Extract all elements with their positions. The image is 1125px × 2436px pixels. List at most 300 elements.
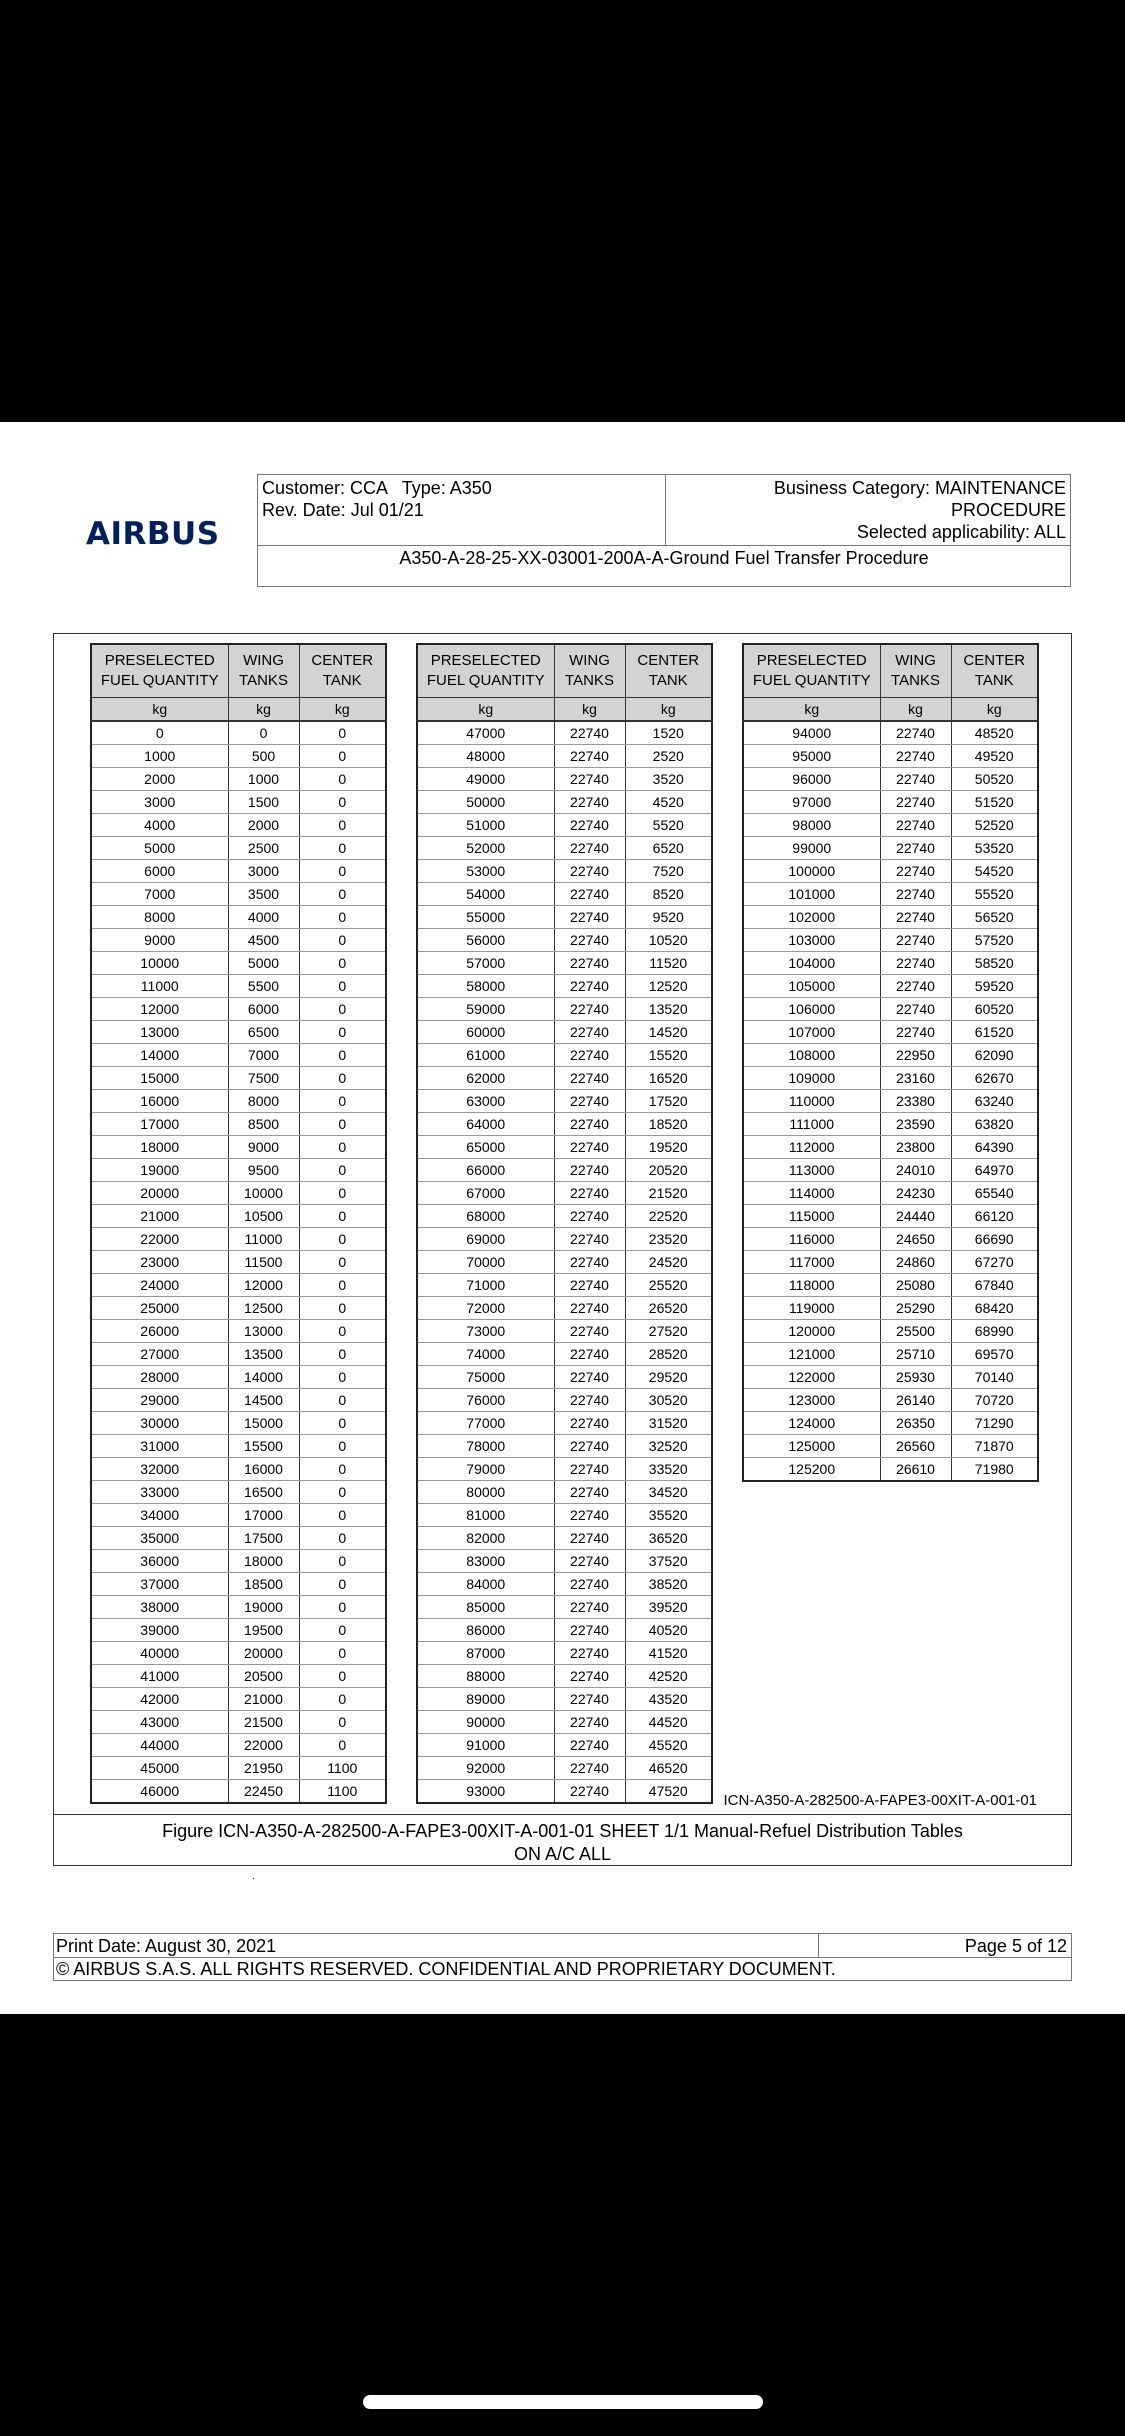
cell-center-tank: 0: [299, 1573, 386, 1596]
cell-wing-tanks: 3500: [228, 883, 299, 906]
icn-reference: ICN-A350-A-282500-A-FAPE3-00XIT-A-001-01: [723, 1792, 1037, 1809]
cell-preselected-quantity: 13000: [91, 1021, 228, 1044]
table-row: [743, 1159, 1038, 1182]
cell-preselected-quantity: 37000: [91, 1573, 228, 1596]
cell-center-tank: 68420: [951, 1297, 1038, 1320]
cell-wing-tanks: 22740: [554, 1366, 625, 1389]
table-row: [417, 1251, 712, 1274]
cell-preselected-quantity: 101000: [743, 883, 880, 906]
cell-wing-tanks: 22740: [554, 1619, 625, 1642]
cell-preselected-quantity: 71000: [417, 1274, 554, 1297]
cell-wing-tanks: 13500: [228, 1343, 299, 1366]
cell-center-tank: 27520: [625, 1320, 712, 1343]
cell-wing-tanks: 22740: [554, 883, 625, 906]
cell-preselected-quantity: 75000: [417, 1366, 554, 1389]
cell-center-tank: 64390: [951, 1136, 1038, 1159]
cell-preselected-quantity: 104000: [743, 952, 880, 975]
cell-preselected-quantity: 5000: [91, 837, 228, 860]
cell-preselected-quantity: 98000: [743, 814, 880, 837]
fuel-table-1: [90, 643, 387, 1804]
cell-wing-tanks: 22740: [554, 721, 625, 745]
cell-center-tank: 66120: [951, 1205, 1038, 1228]
table-row: [743, 1228, 1038, 1251]
cell-center-tank: 64970: [951, 1159, 1038, 1182]
cell-center-tank: 1100: [299, 1780, 386, 1804]
col-header-preselected: PRESELECTED FUEL QUANTITY: [743, 644, 880, 698]
table-row: [91, 1021, 386, 1044]
table-row: [743, 1458, 1038, 1482]
table-row: [417, 883, 712, 906]
cell-center-tank: 28520: [625, 1343, 712, 1366]
cell-preselected-quantity: 72000: [417, 1297, 554, 1320]
cell-wing-tanks: 22740: [554, 1550, 625, 1573]
cell-preselected-quantity: 39000: [91, 1619, 228, 1642]
cell-preselected-quantity: 100000: [743, 860, 880, 883]
cell-preselected-quantity: 8000: [91, 906, 228, 929]
cell-wing-tanks: 22740: [554, 1113, 625, 1136]
cell-wing-tanks: 16500: [228, 1481, 299, 1504]
cell-wing-tanks: 19500: [228, 1619, 299, 1642]
table-row: [417, 1458, 712, 1481]
table-row: [91, 1458, 386, 1481]
cell-preselected-quantity: 81000: [417, 1504, 554, 1527]
cell-preselected-quantity: 89000: [417, 1688, 554, 1711]
table-row: [417, 791, 712, 814]
cell-center-tank: 46520: [625, 1757, 712, 1780]
cell-preselected-quantity: 87000: [417, 1642, 554, 1665]
table-row: [743, 814, 1038, 837]
cell-center-tank: 52520: [951, 814, 1038, 837]
col-header-preselected: PRESELECTED FUEL QUANTITY: [91, 644, 228, 698]
cell-preselected-quantity: 99000: [743, 837, 880, 860]
cell-wing-tanks: 22740: [880, 768, 951, 791]
cell-preselected-quantity: 53000: [417, 860, 554, 883]
cell-center-tank: 30520: [625, 1389, 712, 1412]
table-row: [91, 1619, 386, 1642]
cell-wing-tanks: 20000: [228, 1642, 299, 1665]
table-row: [91, 1113, 386, 1136]
cell-wing-tanks: 22740: [880, 745, 951, 768]
table-row: [417, 1596, 712, 1619]
cell-wing-tanks: 17500: [228, 1527, 299, 1550]
cell-preselected-quantity: 1000: [91, 745, 228, 768]
cell-center-tank: 8520: [625, 883, 712, 906]
cell-preselected-quantity: 28000: [91, 1366, 228, 1389]
cell-wing-tanks: 16000: [228, 1458, 299, 1481]
cell-preselected-quantity: 74000: [417, 1343, 554, 1366]
cell-wing-tanks: 22740: [880, 883, 951, 906]
cell-center-tank: 67270: [951, 1251, 1038, 1274]
table-row: [91, 1297, 386, 1320]
cell-center-tank: 39520: [625, 1596, 712, 1619]
cell-wing-tanks: 22740: [554, 1320, 625, 1343]
cell-preselected-quantity: 125000: [743, 1435, 880, 1458]
cell-preselected-quantity: 12000: [91, 998, 228, 1021]
cell-wing-tanks: 22740: [554, 1504, 625, 1527]
cell-center-tank: 1100: [299, 1757, 386, 1780]
cell-center-tank: 13520: [625, 998, 712, 1021]
table-row: [417, 1205, 712, 1228]
cell-wing-tanks: 22740: [880, 1021, 951, 1044]
unit-label: kg: [299, 698, 386, 722]
cell-preselected-quantity: 121000: [743, 1343, 880, 1366]
copyright-notice: © AIRBUS S.A.S. ALL RIGHTS RESERVED. CONFIDENTIAL AND PROPRIETARY DOCUMENT.: [56, 1959, 836, 1979]
table-row: [417, 975, 712, 998]
cell-center-tank: 0: [299, 1734, 386, 1757]
cell-wing-tanks: 24230: [880, 1182, 951, 1205]
stray-mark: .: [252, 1871, 255, 1882]
cell-center-tank: 15520: [625, 1044, 712, 1067]
col-header-center: CENTER TANK: [299, 644, 386, 698]
table-row: [417, 1389, 712, 1412]
table-row: [91, 1596, 386, 1619]
unit-label: kg: [91, 698, 228, 722]
cell-preselected-quantity: 65000: [417, 1136, 554, 1159]
cell-wing-tanks: 26610: [880, 1458, 951, 1482]
cell-center-tank: 49520: [951, 745, 1038, 768]
cell-center-tank: 0: [299, 1504, 386, 1527]
table-row: [417, 1550, 712, 1573]
cell-center-tank: 0: [299, 768, 386, 791]
cell-preselected-quantity: 18000: [91, 1136, 228, 1159]
cell-center-tank: 22520: [625, 1205, 712, 1228]
cell-preselected-quantity: 58000: [417, 975, 554, 998]
cell-center-tank: 0: [299, 791, 386, 814]
cell-wing-tanks: 10500: [228, 1205, 299, 1228]
cell-preselected-quantity: 2000: [91, 768, 228, 791]
business-category: Business Category: MAINTENANCE: [773, 478, 1066, 498]
cell-wing-tanks: 9000: [228, 1136, 299, 1159]
cell-preselected-quantity: 49000: [417, 768, 554, 791]
cell-center-tank: 0: [299, 1458, 386, 1481]
table-row: [417, 1320, 712, 1343]
cell-center-tank: 21520: [625, 1182, 712, 1205]
cell-center-tank: 14520: [625, 1021, 712, 1044]
table-row: [91, 975, 386, 998]
cell-center-tank: 47520: [625, 1780, 712, 1804]
table-row: [743, 1343, 1038, 1366]
cell-center-tank: 6520: [625, 837, 712, 860]
cell-wing-tanks: 3000: [228, 860, 299, 883]
table-row: [91, 1711, 386, 1734]
cell-preselected-quantity: 95000: [743, 745, 880, 768]
cell-center-tank: 36520: [625, 1527, 712, 1550]
cell-center-tank: 0: [299, 1297, 386, 1320]
cell-wing-tanks: 25500: [880, 1320, 951, 1343]
table-row: [743, 768, 1038, 791]
cell-wing-tanks: 22740: [880, 860, 951, 883]
cell-preselected-quantity: 17000: [91, 1113, 228, 1136]
cell-wing-tanks: 22740: [554, 1435, 625, 1458]
table-row: [417, 1366, 712, 1389]
table-row: [91, 1044, 386, 1067]
cell-preselected-quantity: 70000: [417, 1251, 554, 1274]
cell-wing-tanks: 22740: [554, 1274, 625, 1297]
cell-preselected-quantity: 114000: [743, 1182, 880, 1205]
header-category-info: [666, 477, 1066, 543]
table-row: [91, 768, 386, 791]
cell-wing-tanks: 22740: [880, 814, 951, 837]
table-row: [91, 791, 386, 814]
cell-wing-tanks: 22740: [554, 1251, 625, 1274]
cell-wing-tanks: 15500: [228, 1435, 299, 1458]
cell-center-tank: 0: [299, 1619, 386, 1642]
cell-preselected-quantity: 122000: [743, 1366, 880, 1389]
cell-center-tank: 24520: [625, 1251, 712, 1274]
airbus-logo: AIRBUS: [86, 516, 220, 552]
cell-wing-tanks: 22450: [228, 1780, 299, 1804]
cell-center-tank: 43520: [625, 1688, 712, 1711]
table-row: [417, 745, 712, 768]
table-row: [417, 1642, 712, 1665]
cell-center-tank: 71870: [951, 1435, 1038, 1458]
table-row: [91, 1550, 386, 1573]
table-row: [91, 1182, 386, 1205]
cell-center-tank: 0: [299, 929, 386, 952]
cell-preselected-quantity: 78000: [417, 1435, 554, 1458]
table-row: [91, 1573, 386, 1596]
cell-preselected-quantity: 118000: [743, 1274, 880, 1297]
cell-center-tank: 0: [299, 1205, 386, 1228]
cell-preselected-quantity: 85000: [417, 1596, 554, 1619]
cell-center-tank: 0: [299, 1665, 386, 1688]
cell-preselected-quantity: 16000: [91, 1090, 228, 1113]
cell-preselected-quantity: 119000: [743, 1297, 880, 1320]
cell-center-tank: 0: [299, 1159, 386, 1182]
cell-wing-tanks: 17000: [228, 1504, 299, 1527]
caption-divider: [53, 1814, 1072, 1815]
cell-wing-tanks: 22740: [554, 1090, 625, 1113]
cell-preselected-quantity: 34000: [91, 1504, 228, 1527]
cell-center-tank: 37520: [625, 1550, 712, 1573]
table-row: [91, 998, 386, 1021]
cell-center-tank: 0: [299, 1044, 386, 1067]
cell-center-tank: 51520: [951, 791, 1038, 814]
cell-preselected-quantity: 6000: [91, 860, 228, 883]
table-row: [417, 1021, 712, 1044]
cell-center-tank: 10520: [625, 929, 712, 952]
cell-center-tank: 0: [299, 860, 386, 883]
cell-wing-tanks: 22740: [880, 929, 951, 952]
cell-preselected-quantity: 52000: [417, 837, 554, 860]
table-row: [417, 1504, 712, 1527]
table-row: [417, 1274, 712, 1297]
table-row: [417, 721, 712, 745]
col-header-wing: WING TANKS: [554, 644, 625, 698]
cell-preselected-quantity: 48000: [417, 745, 554, 768]
table-row: [417, 1780, 712, 1804]
cell-preselected-quantity: 35000: [91, 1527, 228, 1550]
cell-wing-tanks: 22740: [554, 1757, 625, 1780]
cell-center-tank: 0: [299, 1136, 386, 1159]
cell-center-tank: 55520: [951, 883, 1038, 906]
cell-center-tank: 0: [299, 1435, 386, 1458]
cell-preselected-quantity: 29000: [91, 1389, 228, 1412]
cell-preselected-quantity: 110000: [743, 1090, 880, 1113]
cell-preselected-quantity: 63000: [417, 1090, 554, 1113]
cell-center-tank: 0: [299, 745, 386, 768]
table-row: [91, 1527, 386, 1550]
home-indicator[interactable]: [363, 2395, 763, 2409]
table-row: [417, 1297, 712, 1320]
cell-center-tank: 63240: [951, 1090, 1038, 1113]
cell-preselected-quantity: 50000: [417, 791, 554, 814]
table-row: [417, 1435, 712, 1458]
caption-line-2: ON A/C ALL: [513, 1844, 612, 1864]
cell-center-tank: 0: [299, 1550, 386, 1573]
cell-wing-tanks: 0: [228, 721, 299, 745]
table-row: [91, 1665, 386, 1688]
cell-center-tank: 0: [299, 1688, 386, 1711]
cell-wing-tanks: 22740: [554, 745, 625, 768]
cell-wing-tanks: 22740: [554, 1412, 625, 1435]
table-row: [743, 906, 1038, 929]
cell-preselected-quantity: 25000: [91, 1297, 228, 1320]
cell-wing-tanks: 22740: [554, 1458, 625, 1481]
cell-wing-tanks: 22740: [554, 1297, 625, 1320]
table-row: [743, 1297, 1038, 1320]
cell-wing-tanks: 14000: [228, 1366, 299, 1389]
table-row: [417, 1665, 712, 1688]
selected-applicability: Selected applicability: ALL: [856, 522, 1066, 542]
cell-preselected-quantity: 109000: [743, 1067, 880, 1090]
cell-preselected-quantity: 96000: [743, 768, 880, 791]
cell-preselected-quantity: 20000: [91, 1182, 228, 1205]
cell-preselected-quantity: 11000: [91, 975, 228, 998]
cell-center-tank: 62090: [951, 1044, 1038, 1067]
cell-center-tank: 42520: [625, 1665, 712, 1688]
table-row: [417, 814, 712, 837]
cell-center-tank: 20520: [625, 1159, 712, 1182]
table-unit-row: [91, 698, 386, 722]
cell-center-tank: 0: [299, 1021, 386, 1044]
cell-preselected-quantity: 93000: [466, 1783, 506, 1799]
cell-center-tank: 0: [299, 1481, 386, 1504]
table-row: [743, 1044, 1038, 1067]
cell-wing-tanks: 4500: [228, 929, 299, 952]
table-row: [417, 1044, 712, 1067]
cell-preselected-quantity: 84000: [417, 1573, 554, 1596]
cell-center-tank: 45520: [625, 1734, 712, 1757]
table-unit-row: [417, 698, 712, 722]
cell-wing-tanks: 22740: [554, 998, 625, 1021]
table-row: [743, 1412, 1038, 1435]
cell-preselected-quantity: 56000: [417, 929, 554, 952]
cell-center-tank: 56520: [951, 906, 1038, 929]
cell-wing-tanks: 8500: [228, 1113, 299, 1136]
cell-center-tank: 58520: [951, 952, 1038, 975]
cell-wing-tanks: 23590: [880, 1113, 951, 1136]
cell-center-tank: 0: [299, 1228, 386, 1251]
cell-wing-tanks: 19000: [228, 1596, 299, 1619]
table-row: [417, 1113, 712, 1136]
table-unit-row: [743, 698, 1038, 722]
data-module-title: A350-A-28-25-XX-03001-200A-A-Ground Fuel Transfer Procedure: [399, 548, 929, 568]
cell-center-tank: 0: [299, 1596, 386, 1619]
cell-wing-tanks: 22740: [554, 768, 625, 791]
cell-center-tank: 35520: [625, 1504, 712, 1527]
table-row: [417, 952, 712, 975]
cell-center-tank: 66690: [951, 1228, 1038, 1251]
table-row: [91, 1320, 386, 1343]
cell-center-tank: 0: [299, 1366, 386, 1389]
cell-wing-tanks: 21500: [228, 1711, 299, 1734]
cell-preselected-quantity: 23000: [91, 1251, 228, 1274]
unit-label: kg: [880, 698, 951, 722]
table-row: [91, 860, 386, 883]
cell-wing-tanks: 2500: [228, 837, 299, 860]
cell-center-tank: 0: [299, 906, 386, 929]
table-row: [743, 883, 1038, 906]
revision-date: Rev. Date: Jul 01/21: [262, 500, 424, 520]
cell-center-tank: 53520: [951, 837, 1038, 860]
table-row: [417, 1343, 712, 1366]
col-header-center: CENTER TANK: [951, 644, 1038, 698]
table-row: [743, 1113, 1038, 1136]
cell-wing-tanks: 25080: [880, 1274, 951, 1297]
table-row: [417, 1412, 712, 1435]
table-row: [743, 1274, 1038, 1297]
cell-wing-tanks: 22740: [554, 1159, 625, 1182]
cell-center-tank: 0: [299, 952, 386, 975]
cell-preselected-quantity: 38000: [91, 1596, 228, 1619]
cell-center-tank: 3520: [625, 768, 712, 791]
cell-preselected-quantity: 107000: [743, 1021, 880, 1044]
cell-preselected-quantity: 112000: [743, 1136, 880, 1159]
table-row: [91, 1251, 386, 1274]
cell-preselected-quantity: 62000: [417, 1067, 554, 1090]
cell-preselected-quantity: 31000: [91, 1435, 228, 1458]
cell-wing-tanks: 23380: [880, 1090, 951, 1113]
cell-center-tank: 0: [299, 1113, 386, 1136]
cell-preselected-quantity: 22000: [91, 1228, 228, 1251]
table-row: [743, 998, 1038, 1021]
cell-center-tank: 23520: [625, 1228, 712, 1251]
cell-center-tank: 2520: [625, 745, 712, 768]
fuel-table-3: [742, 643, 1039, 1482]
cell-center-tank: 70140: [951, 1366, 1038, 1389]
cell-wing-tanks: 8000: [228, 1090, 299, 1113]
cell-preselected-quantity: 68000: [417, 1205, 554, 1228]
cell-wing-tanks: 22000: [228, 1734, 299, 1757]
cell-preselected-quantity: 30000: [91, 1412, 228, 1435]
cell-wing-tanks: 24010: [880, 1159, 951, 1182]
cell-center-tank: 0: [299, 814, 386, 837]
cell-wing-tanks: 22740: [554, 1136, 625, 1159]
table-row: [417, 998, 712, 1021]
table-row: [91, 1642, 386, 1665]
cell-wing-tanks: 5500: [228, 975, 299, 998]
table-header-row: [91, 644, 386, 698]
table-row: [417, 1527, 712, 1550]
unit-label: kg: [625, 698, 712, 722]
cell-preselected-quantity: 40000: [91, 1642, 228, 1665]
cell-preselected-quantity: 33000: [91, 1481, 228, 1504]
cell-preselected-quantity: 102000: [743, 906, 880, 929]
table-row: [91, 1780, 386, 1804]
cell-center-tank: 70720: [951, 1389, 1038, 1412]
table-row: [91, 1228, 386, 1251]
cell-center-tank: 38520: [625, 1573, 712, 1596]
cell-wing-tanks: 12000: [228, 1274, 299, 1297]
table-row: [743, 721, 1038, 745]
figure-caption: [53, 1820, 1072, 1866]
cell-center-tank: 0: [299, 883, 386, 906]
cell-preselected-quantity: 73000: [417, 1320, 554, 1343]
cell-center-tank: 50520: [951, 768, 1038, 791]
cell-wing-tanks: 1000: [228, 768, 299, 791]
cell-wing-tanks: 11500: [228, 1251, 299, 1274]
